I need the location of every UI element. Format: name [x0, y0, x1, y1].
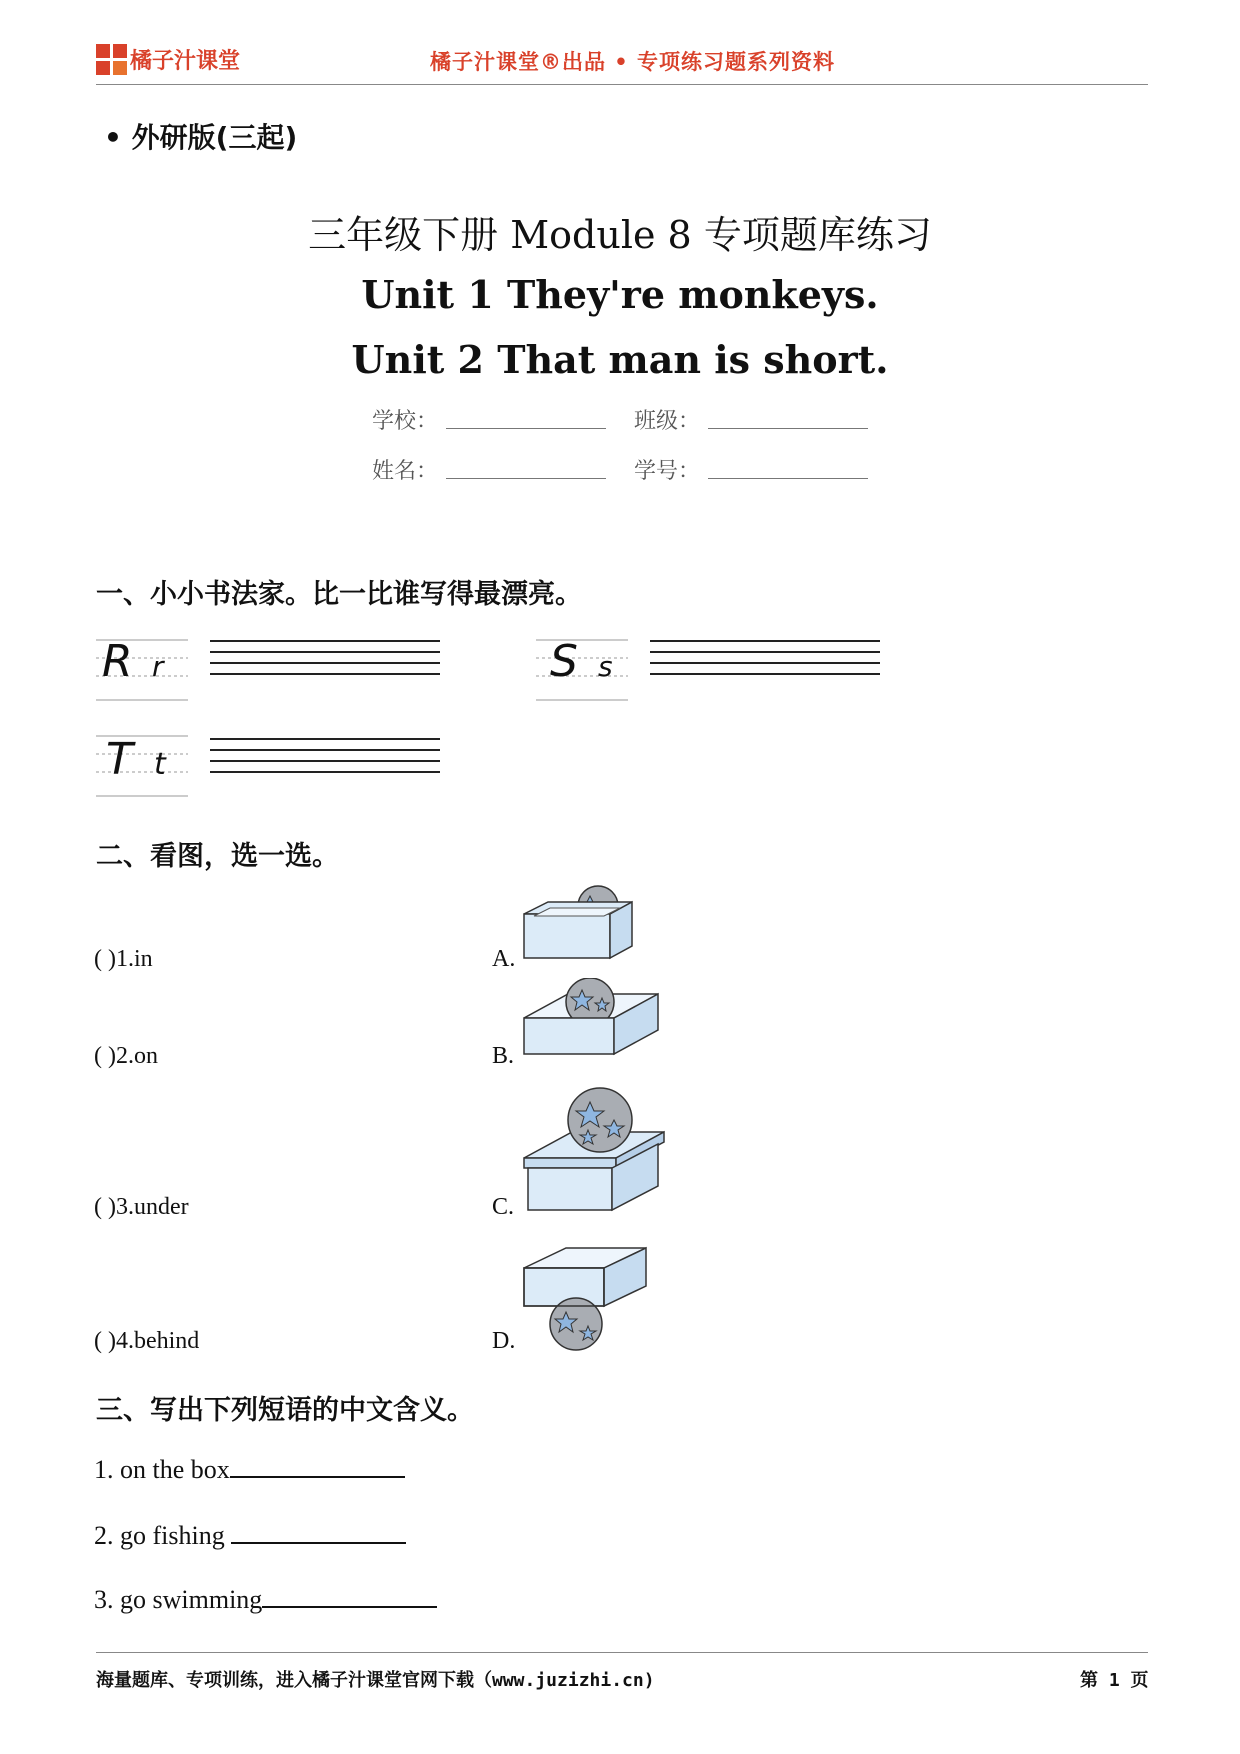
section-3-heading: 三、写出下列短语的中文含义。 — [96, 1395, 474, 1426]
phrase-2-text: 2. go fishing — [94, 1521, 232, 1550]
upper-letter: R — [102, 636, 133, 687]
header-divider — [96, 84, 1148, 85]
class-field[interactable] — [708, 428, 868, 429]
handwriting-sample-s — [536, 632, 628, 702]
writing-lines-r[interactable] — [210, 640, 440, 684]
phrase-2 — [94, 1518, 406, 1551]
page-number: 第 1 页 — [1080, 1670, 1149, 1691]
student-no-field[interactable] — [708, 478, 868, 479]
edition-label: • 外研版(三起) — [104, 121, 298, 154]
option-c-label: C. — [492, 1194, 515, 1220]
question-1[interactable]: ( )1.in — [94, 946, 153, 972]
question-2[interactable]: ( )2.on — [94, 1043, 158, 1069]
class-label: 班级： — [634, 409, 701, 434]
phrase-1 — [94, 1452, 405, 1485]
unit-1-title: Unit 1 They're monkeys. — [361, 272, 879, 317]
section-2-heading: 二、看图，选一选。 — [96, 841, 339, 872]
option-d-label: D. — [492, 1328, 516, 1354]
footer-note: 海量题库、专项训练，进入橘子汁课堂官网下载（www.juzizhi.cn) — [96, 1670, 655, 1691]
answer-blank-3[interactable] — [262, 1582, 437, 1608]
lower-letter: r — [152, 650, 164, 683]
lower-letter: t — [154, 747, 166, 782]
logo-text: 橘子汁课堂 — [130, 49, 241, 74]
ball-under-box-image — [520, 1246, 650, 1352]
upper-letter: S — [550, 636, 578, 687]
upper-letter: T — [106, 734, 133, 785]
page-title: 三年级下册 Module 8 专项题库练习 — [308, 213, 932, 257]
phrase-1-text: 1. on the box — [94, 1455, 230, 1484]
answer-blank-2[interactable] — [231, 1518, 406, 1544]
name-label: 姓名： — [372, 459, 439, 484]
lower-letter: s — [598, 650, 613, 683]
unit-2-title: Unit 2 That man is short. — [351, 337, 889, 382]
student-no-label: 学号： — [634, 459, 701, 484]
ball-on-box-image — [520, 1086, 670, 1214]
footer-divider — [96, 1652, 1148, 1653]
question-4[interactable]: ( )4.behind — [94, 1328, 200, 1354]
ball-behind-box-image — [520, 884, 640, 964]
answer-blank-1[interactable] — [230, 1452, 405, 1478]
name-field[interactable] — [446, 478, 606, 479]
ball-in-box-image — [520, 978, 660, 1058]
option-a-label: A. — [492, 946, 516, 972]
logo-icon — [96, 44, 128, 76]
school-label: 学校： — [372, 409, 439, 434]
header-title: 橘子汁课堂®出品 • 专项练习题系列资料 — [430, 50, 836, 74]
phrase-3 — [94, 1582, 437, 1615]
handwriting-sample-t — [96, 728, 188, 798]
writing-lines-t[interactable] — [210, 738, 440, 782]
option-b-label: B. — [492, 1043, 515, 1069]
phrase-3-text: 3. go swimming — [94, 1585, 263, 1614]
school-field[interactable] — [446, 428, 606, 429]
question-3[interactable]: ( )3.under — [94, 1194, 189, 1220]
handwriting-sample-r — [96, 632, 188, 702]
writing-lines-s[interactable] — [650, 640, 880, 684]
section-1-heading: 一、小小书法家。比一比谁写得最漂亮。 — [96, 579, 582, 610]
